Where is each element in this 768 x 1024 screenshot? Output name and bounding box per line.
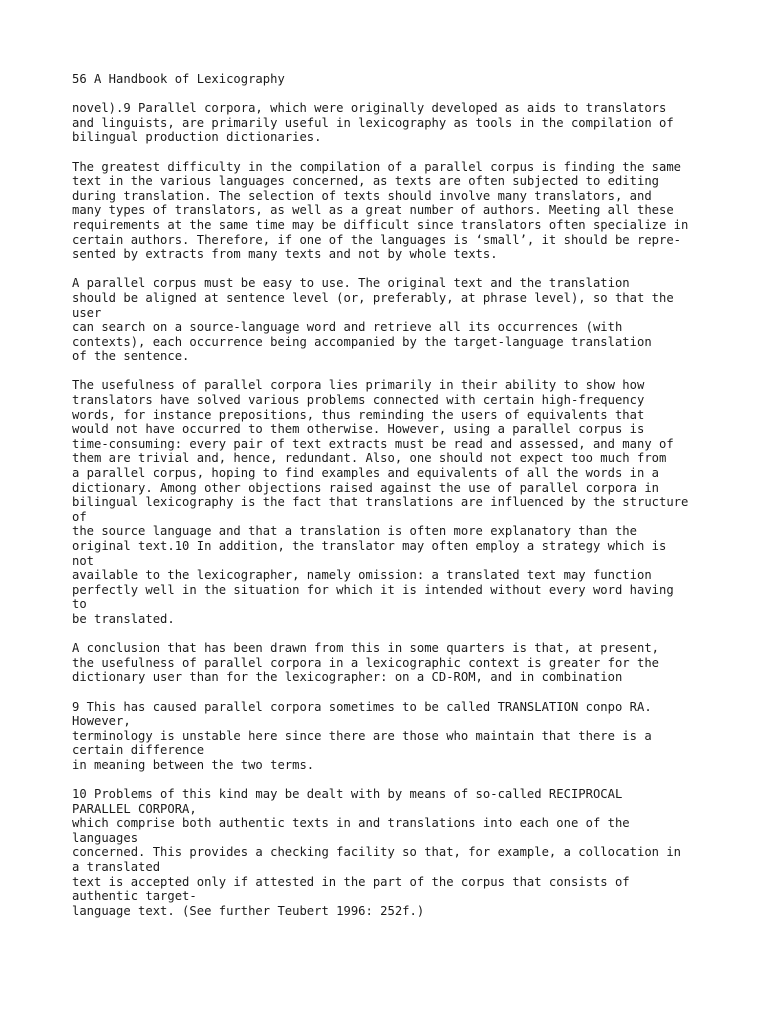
text-line: which comprise both authentic texts in and translations into each one of the bbox=[72, 816, 630, 831]
text-line: should be aligned at sentence level (or, preferably, at phrase level), so that the bbox=[72, 290, 674, 305]
body-paragraph bbox=[72, 276, 712, 364]
text-line: a translated bbox=[72, 860, 161, 875]
footnote bbox=[72, 700, 712, 773]
body-text bbox=[72, 101, 712, 685]
text-line: dictionary. Among other objections raised against the use of parallel corpora in bbox=[72, 480, 659, 495]
text-line: dictionary user than for the lexicographer: on a CD-ROM, and in combination bbox=[72, 670, 623, 685]
text-line: translators have solved various problems connected with certain high-frequency bbox=[72, 393, 645, 408]
text-line: a parallel corpus, hoping to find examples and equivalents of all the words in a bbox=[72, 466, 659, 481]
text-line: the usefulness of parallel corpora in a lexicographic context is greater for the bbox=[72, 655, 659, 670]
text-line: during translation. The selection of texts should involve many translators, and bbox=[72, 188, 652, 203]
text-line: them are trivial and, hence, redundant. Also, one should not expect too much from bbox=[72, 451, 667, 466]
text-line: of bbox=[72, 509, 87, 524]
text-line: available to the lexicographer, namely omission: a translated text may function bbox=[72, 568, 652, 583]
text-line: languages bbox=[72, 830, 139, 845]
text-line: contexts), each occurrence being accompanied by the target-language translation bbox=[72, 334, 652, 349]
text-line: user bbox=[72, 305, 102, 320]
text-line: text in the various languages concerned, as texts are often subjected to editing bbox=[72, 174, 659, 189]
text-line: the source language and that a translation is often more explanatory than the bbox=[72, 524, 637, 539]
text-line: certain authors. Therefore, if one of the languages is ‘small’, it should be repre- bbox=[72, 232, 682, 247]
body-paragraph bbox=[72, 160, 712, 262]
footnote bbox=[72, 787, 712, 918]
text-line: words, for instance prepositions, thus reminding the users of equivalents that bbox=[72, 407, 645, 422]
text-line: However, bbox=[72, 714, 131, 729]
document-page bbox=[72, 72, 712, 933]
text-line: would not have occurred to them otherwise. However, using a parallel corpus is bbox=[72, 422, 645, 437]
text-line: many types of translators, as well as a great number of authors. Meeting all these bbox=[72, 203, 674, 218]
text-line: not bbox=[72, 553, 95, 568]
running-header: 56 A Handbook of Lexicography bbox=[72, 72, 285, 86]
text-line: to bbox=[72, 597, 87, 612]
text-line: The greatest difficulty in the compilation of a parallel corpus is finding the same bbox=[72, 159, 682, 174]
text-line: 10 Problems of this kind may be dealt with by means of so-called RECIPROCAL bbox=[72, 787, 623, 802]
text-line: PARALLEL CORPORA, bbox=[72, 801, 197, 816]
text-line: terminology is unstable here since there are those who maintain that there is a bbox=[72, 728, 652, 743]
text-line: perfectly well in the situation for which it is intended without every word having bbox=[72, 582, 674, 597]
text-line: concerned. This provides a checking facility so that, for example, a collocation in bbox=[72, 845, 682, 860]
text-line: text is accepted only if attested in the part of the corpus that consists of bbox=[72, 874, 630, 889]
text-line: bilingual production dictionaries. bbox=[72, 130, 322, 145]
text-line: can search on a source-language word and retrieve all its occurrences (with bbox=[72, 320, 623, 335]
text-line: time-consuming: every pair of text extracts must be read and assessed, and many of bbox=[72, 436, 674, 451]
text-line: A conclusion that has been drawn from this in some quarters is that, at present, bbox=[72, 641, 659, 656]
text-line: requirements at the same time may be difficult since translators often specialize in bbox=[72, 217, 689, 232]
text-line: sented by extracts from many texts and not by whole texts. bbox=[72, 247, 498, 262]
text-line: and linguists, are primarily useful in lexicography as tools in the compilation of bbox=[72, 115, 674, 130]
text-line: original text.10 In addition, the translator may often employ a strategy which is bbox=[72, 539, 667, 553]
text-line: novel).9 Parallel corpora, which were originally developed as aids to translators bbox=[72, 101, 667, 116]
text-line: of the sentence. bbox=[72, 349, 190, 364]
text-line: authentic target- bbox=[72, 889, 197, 904]
text-line: bilingual lexicography is the fact that translations are influenced by the structure bbox=[72, 495, 689, 510]
text-line: certain difference bbox=[72, 743, 205, 758]
text-line: language text. (See further Teubert 1996: 252f.) bbox=[72, 903, 425, 918]
text-line: A parallel corpus must be easy to use. The original text and the translation bbox=[72, 276, 630, 291]
text-line: be translated. bbox=[72, 611, 175, 626]
text-line: The usefulness of parallel corpora lies primarily in their ability to show how bbox=[72, 378, 645, 393]
text-line: in meaning between the two terms. bbox=[72, 757, 315, 772]
text-line: 9 This has caused parallel corpora sometimes to be called TRANSLATION conpo RA. bbox=[72, 699, 652, 714]
body-paragraph bbox=[72, 101, 712, 145]
footnotes bbox=[72, 700, 712, 919]
body-paragraph bbox=[72, 641, 712, 685]
body-paragraph bbox=[72, 378, 712, 626]
